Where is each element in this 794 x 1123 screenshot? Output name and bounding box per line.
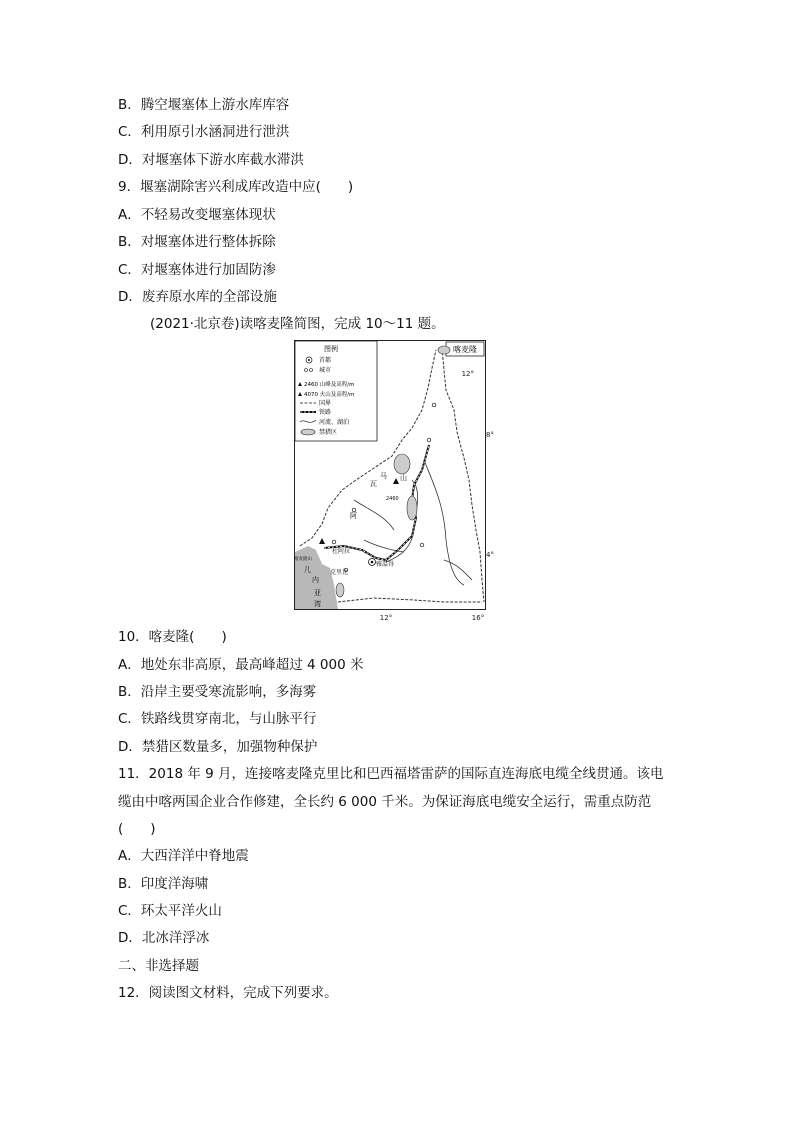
svg-text:几: 几 <box>304 566 311 574</box>
section-heading: 二、非选择题 <box>118 958 199 974</box>
q10-option-b: B．沿岸主要受寒流影响，多海雾 <box>118 684 317 700</box>
q10-option-d: D．禁猎区数量多，加强物种保护 <box>118 739 318 755</box>
svg-text:铁路: 铁路 <box>319 409 332 416</box>
q10-stem: 10．喀麦隆( ) <box>118 629 227 645</box>
svg-text:国界: 国界 <box>319 400 332 407</box>
svg-text:4°: 4° <box>486 551 494 559</box>
svg-text:阿: 阿 <box>350 512 357 520</box>
svg-text:杜阿拉: 杜阿拉 <box>332 548 351 555</box>
svg-text:内: 内 <box>312 576 319 584</box>
svg-text:禁猎区: 禁猎区 <box>319 429 338 436</box>
q11-option-d: D．北冰洋浮冰 <box>118 930 210 946</box>
svg-text:雅温得: 雅温得 <box>376 561 395 568</box>
q11-option-b: B．印度洋海啸 <box>118 876 209 892</box>
map-title: 喀麦隆 <box>453 345 477 354</box>
cameroon-map <box>294 340 494 622</box>
q11-stem-line1: 11．2018 年 9 月，连接喀麦隆克里比和巴西福塔雷萨的国际直连海底电缆全线贯通。该电 <box>118 766 664 782</box>
legend-box <box>295 341 377 441</box>
q10-option-c: C．铁路线贯穿南北，与山脉平行 <box>118 711 317 727</box>
svg-text:瓦: 瓦 <box>370 480 377 488</box>
reserve <box>394 454 410 474</box>
q11-stem-line2: 缆由中喀两国企业合作修建，全长约 6 000 千米。为保证海底电缆安全运行，需重点防范 <box>118 794 652 810</box>
svg-text:12°: 12° <box>379 614 393 622</box>
q11-option-c: C．环太平洋火山 <box>118 903 222 919</box>
q11-option-a: A．大西洋洋中脊地震 <box>118 848 249 864</box>
svg-text:首都: 首都 <box>319 357 332 364</box>
svg-text:克里比: 克里比 <box>330 569 349 576</box>
q8-option-b: B．腾空堰塞体上游水库库容 <box>118 97 290 113</box>
q10-option-a: A．地处东非高原，最高峰超过 4 000 米 <box>118 657 364 673</box>
q12-stem: 12．阅读图文材料，完成下列要求。 <box>118 985 338 1001</box>
svg-text:2460: 2460 <box>386 496 399 502</box>
svg-text:图例: 图例 <box>324 345 338 353</box>
svg-text:马: 马 <box>380 472 387 480</box>
svg-text:8°: 8° <box>486 431 494 439</box>
svg-text:2460 山峰及高程/m: 2460 山峰及高程/m <box>304 382 355 388</box>
q9-option-b: B．对堰塞体进行整体拆除 <box>118 234 276 250</box>
svg-text:亚: 亚 <box>314 589 321 597</box>
intro-text: (2021·北京卷)读喀麦隆简图，完成 10～11 题。 <box>150 316 445 332</box>
svg-text:喀麦隆山: 喀麦隆山 <box>294 557 312 562</box>
svg-text:4070 火山及高程/m: 4070 火山及高程/m <box>304 392 355 398</box>
reserve <box>407 496 417 520</box>
q9-stem: 9．堰塞湖除害兴利成库改造中应( ) <box>118 179 354 195</box>
reserve <box>438 346 450 354</box>
svg-text:湾: 湾 <box>314 600 321 608</box>
q9-option-c: C．对堰塞体进行加固防渗 <box>118 262 276 278</box>
svg-text:16°: 16° <box>471 614 485 622</box>
q9-option-a: A．不轻易改变堰塞体现状 <box>118 207 276 223</box>
svg-text:12°: 12° <box>461 370 474 378</box>
svg-text:山: 山 <box>400 474 407 482</box>
q11-stem-line3: ( ) <box>118 821 156 837</box>
q9-option-d: D．废弃原水库的全部设施 <box>118 289 277 305</box>
reserve <box>336 583 344 597</box>
svg-text:河流、湖泊: 河流、湖泊 <box>319 419 350 426</box>
q8-option-d: D．对堰塞体下游水库截水滞洪 <box>118 152 304 168</box>
svg-text:城市: 城市 <box>319 367 332 374</box>
q8-option-c: C．利用原引水涵洞进行泄洪 <box>118 124 290 140</box>
